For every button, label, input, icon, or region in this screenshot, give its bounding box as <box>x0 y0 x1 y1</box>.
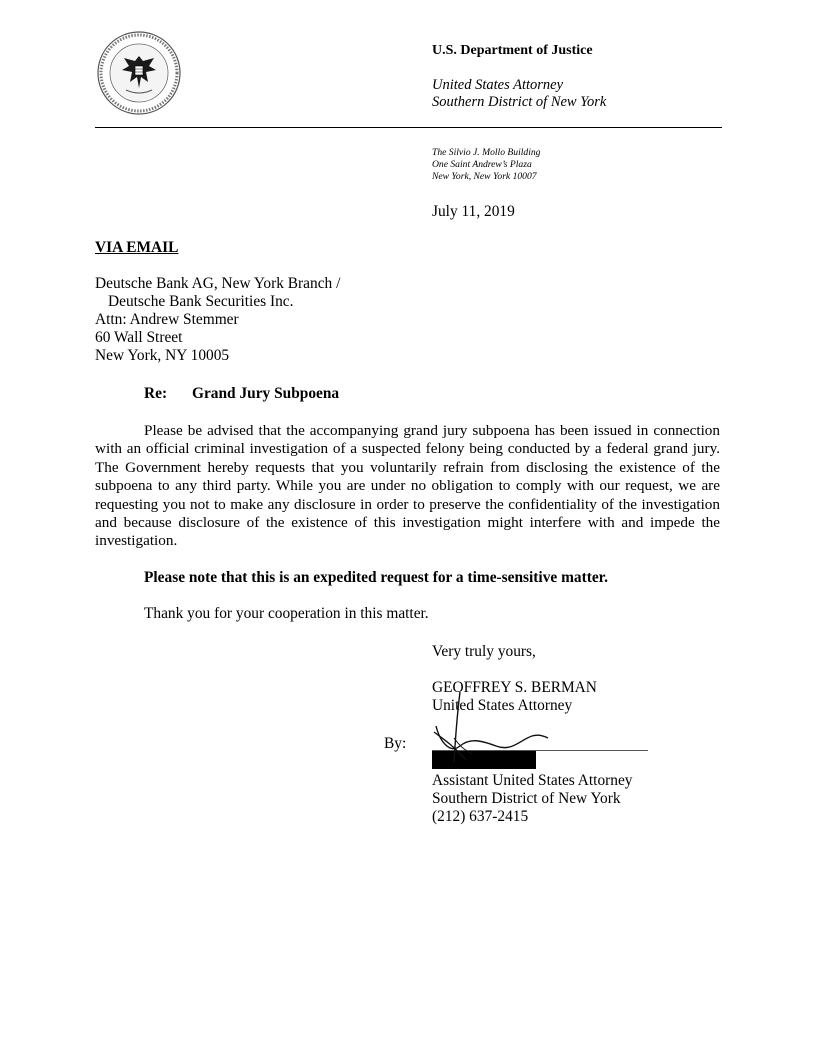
by-label: By: <box>384 735 407 752</box>
letter-date: July 11, 2019 <box>432 203 515 220</box>
recipient-street: 60 Wall Street <box>95 329 183 346</box>
address-line-3: New York, New York 10007 <box>432 171 537 182</box>
assistant-district: Southern District of New York <box>432 790 621 807</box>
recipient-city: New York, NY 10005 <box>95 347 230 364</box>
signer-name: GEOFFREY S. BERMAN <box>432 679 597 696</box>
recipient-line-2: Deutsche Bank Securities Inc. <box>108 293 294 310</box>
recipient-attn: Attn: Andrew Stemmer <box>95 311 239 328</box>
signer-title: United States Attorney <box>432 697 573 714</box>
thanks-line: Thank you for your cooperation in this matter. <box>144 605 429 622</box>
body-paragraph: Please be advised that the accompanying grand jury subpoena has been issued in connection with an official criminal investigation of a suspected felony being conducted by a federal grand jury. The Government hereby requests that you voluntarily refrain from disclosing the existence of the subpoena to any third party. While you are under no obligation to comply with our request, we are requesting you not to make any disclosure in order to preserve the confidentiality of the investigation and because disclosure of the existence of this investigation might interfere with and impede the investigation. <box>95 422 720 550</box>
letterhead-divider <box>95 127 722 128</box>
expedited-notice: Please note that this is an expedited request for a time-sensitive matter. <box>144 569 608 586</box>
subject-label: Re: <box>144 385 168 402</box>
subject-text: Grand Jury Subpoena <box>192 385 340 402</box>
department-name: U.S. Department of Justice <box>432 43 593 58</box>
address-line-2: One Saint Andrew’s Plaza <box>432 159 532 170</box>
delivery-method: VIA EMAIL <box>95 239 179 256</box>
address-line-1: The Silvio J. Mollo Building <box>432 147 541 158</box>
doj-seal-logo <box>96 30 182 116</box>
office-line-1: United States Attorney <box>432 77 564 93</box>
recipient-line-1: Deutsche Bank AG, New York Branch / <box>95 275 341 292</box>
phone-number: (212) 637-2415 <box>432 808 529 825</box>
assistant-title: Assistant United States Attorney <box>432 772 633 789</box>
salutation: Very truly yours, <box>432 643 536 660</box>
handwritten-signature <box>420 688 580 768</box>
office-line-2: Southern District of New York <box>432 94 607 110</box>
